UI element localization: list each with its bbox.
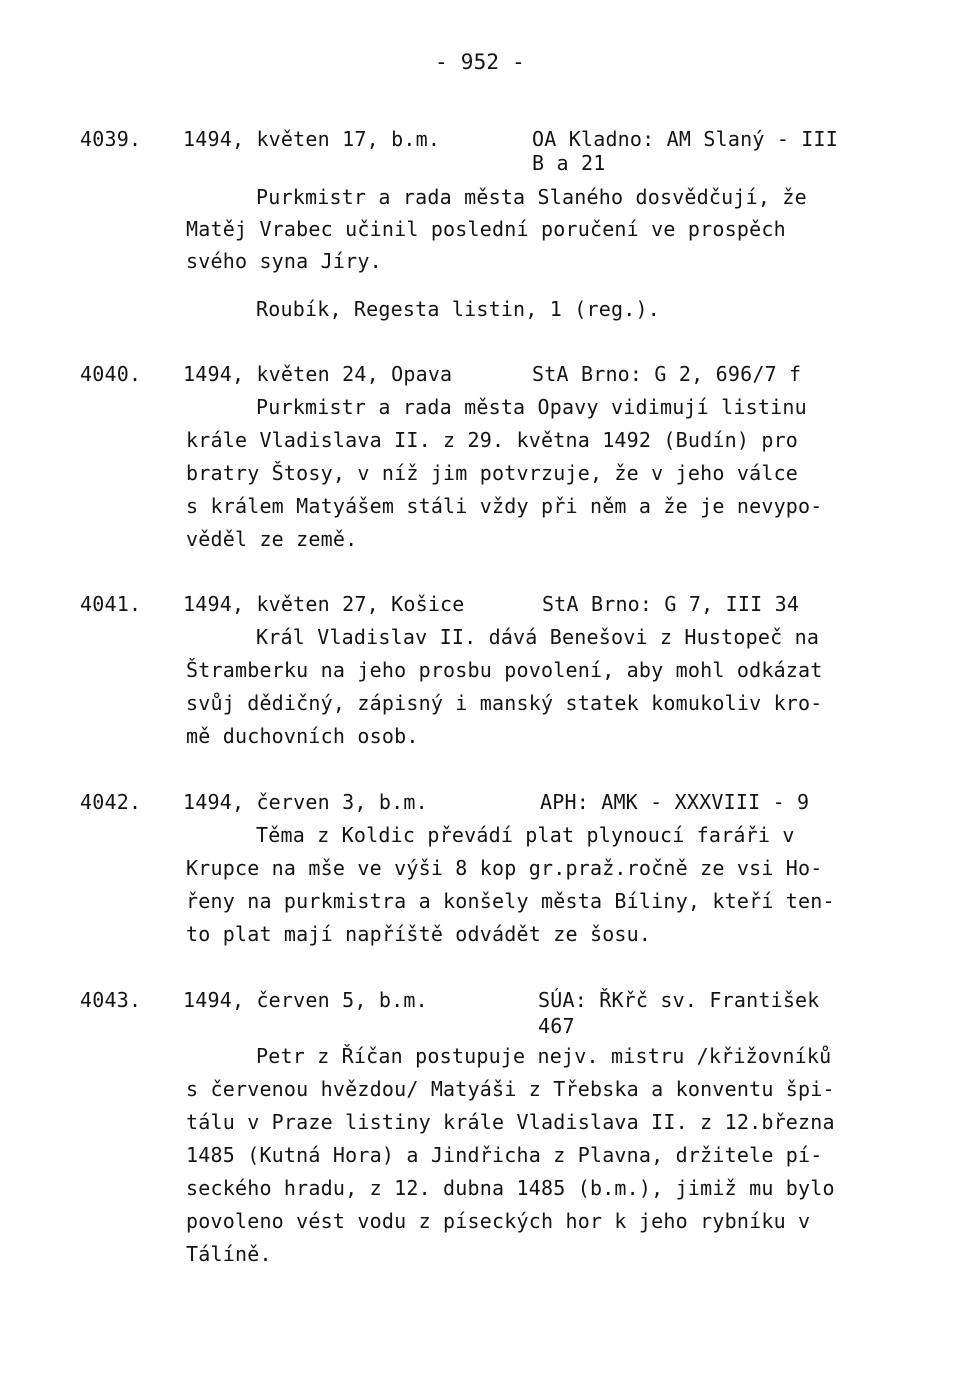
entry-archive: SÚA: ŘKřč sv. František	[538, 988, 820, 1012]
entry-text-line: Tálíně.	[186, 1242, 272, 1266]
entry-text-line: Král Vladislav II. dává Benešovi z Hustopeč na	[256, 625, 820, 649]
entry-text-line: s červenou hvězdou/ Matyáši z Třebska a konventu špi-	[186, 1077, 835, 1101]
entry-date: 1494, červen 5, b.m.	[183, 988, 428, 1012]
entry-date: 1494, květen 27, Košice	[183, 592, 465, 616]
page-number: - 952 -	[435, 50, 525, 74]
entry-text-line: povoleno vést vodu z píseckých hor k jeho rybníku v	[186, 1209, 811, 1233]
entry-text-line: věděl ze země.	[186, 527, 358, 551]
entry-text-line: mě duchovních osob.	[186, 724, 419, 748]
entry-text-line: řeny na purkmistra a konšely města Bíliny, kteří ten-	[186, 889, 835, 913]
entry-number: 4039.	[80, 127, 142, 151]
entry-literature: Roubík, Regesta listin, 1 (reg.).	[256, 297, 660, 321]
entry-text-line: krále Vladislava II. z 29. května 1492 (Budín) pro	[186, 428, 799, 452]
entry-number: 4040.	[80, 362, 142, 386]
entry-text-line: s králem Matyášem stáli vždy při něm a že je nevypo-	[186, 494, 823, 518]
entry-text-line: tálu v Praze listiny krále Vladislava II. z 12.března	[186, 1110, 835, 1134]
entry-text-line: Petr z Říčan postupuje nejv. mistru /křižovníků	[256, 1044, 832, 1068]
entry-text-line: to plat mají napříště odvádět ze šosu.	[186, 922, 652, 946]
entry-text-line: 1485 (Kutná Hora) a Jindřicha z Plavna, držitele pí-	[186, 1143, 823, 1167]
entry-date: 1494, květen 24, Opava	[183, 362, 453, 386]
entry-text-line: Purkmistr a rada města Opavy vidimují listinu	[256, 395, 807, 419]
entry-archive: OA Kladno: AM Slaný - III	[532, 127, 839, 151]
entry-text-line: bratry Štosy, v níž jim potvrzuje, že v jeho válce	[186, 461, 799, 485]
entry-archive: StA Brno: G 7, III 34	[542, 592, 800, 616]
entry-text-line: Štramberku na jeho prosbu povolení, aby mohl odkázat	[186, 658, 823, 682]
entry-number: 4043.	[80, 988, 142, 1012]
entry-number: 4042.	[80, 790, 142, 814]
entry-number: 4041.	[80, 592, 142, 616]
entry-archive: APH: AMK - XXXVIII - 9	[540, 790, 810, 814]
entry-text-line: svého syna Jíry.	[186, 249, 382, 273]
entry-text-line: Krupce na mše ve výši 8 kop gr.praž.ročně ze vsi Ho-	[186, 856, 823, 880]
entry-text-line: seckého hradu, z 12. dubna 1485 (b.m.), jimiž mu bylo	[186, 1176, 835, 1200]
entry-date: 1494, květen 17, b.m.	[183, 127, 441, 151]
entry-date: 1494, červen 3, b.m.	[183, 790, 428, 814]
entry-text-line: Purkmistr a rada města Slaného dosvědčují, že	[256, 185, 807, 209]
entry-text-line: Matěj Vrabec učinil poslední poručení ve prospěch	[186, 217, 786, 241]
entry-text-line: Těma z Koldic převádí plat plynoucí faráři v	[256, 823, 795, 847]
entry-archive-continued: 467	[538, 1014, 575, 1038]
entry-archive-continued: B a 21	[532, 151, 606, 175]
entry-archive: StA Brno: G 2, 696/7 f	[532, 362, 802, 386]
entry-text-line: svůj dědičný, zápisný i manský statek komukoliv kro-	[186, 691, 823, 715]
